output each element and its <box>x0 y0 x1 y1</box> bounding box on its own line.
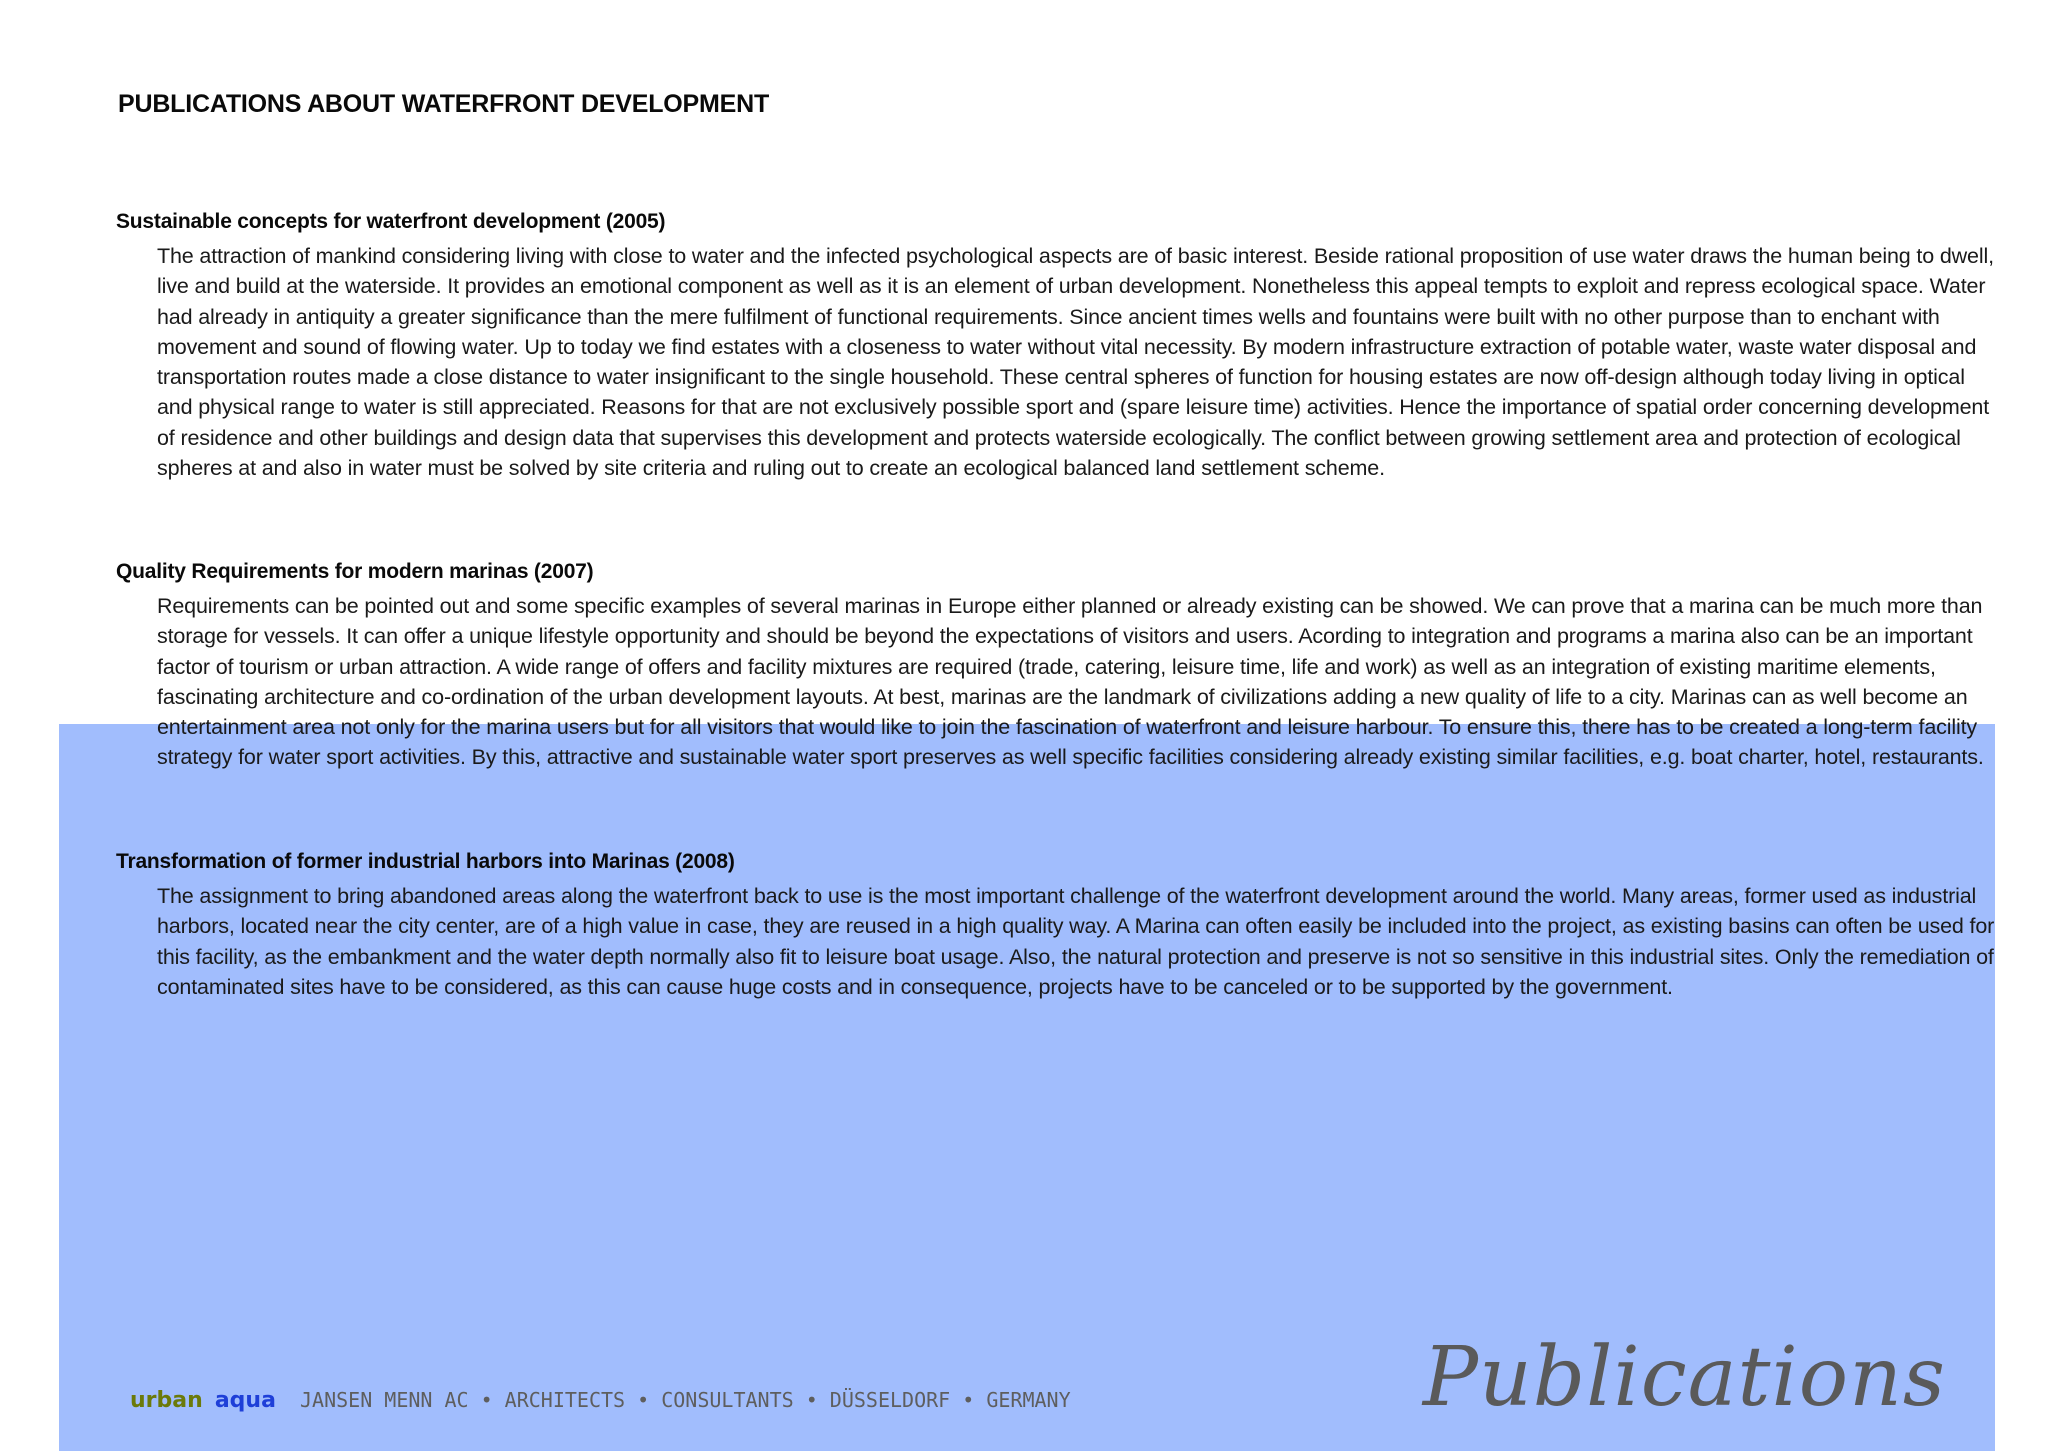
section-heading: Quality Requirements for modern marinas (2007) <box>116 560 594 583</box>
publication-section <box>116 850 1995 1002</box>
page-title: PUBLICATIONS ABOUT WATERFRONT DEVELOPMENT <box>118 90 770 118</box>
brand-urban-logo: urban <box>130 1388 203 1413</box>
publications-signature: Publications <box>1422 1330 1946 1425</box>
section-body: The attraction of mankind considering living with close to water and the infected psychological aspects are of basic interest. Beside rational proposition of use water draws the human being to dwell, live and build at the waterside. It provides an emotional component as well as it is an element of urban development. Nonetheless this appeal tempts to exploit and repress ecological space. Water had already in antiquity a greater significance than the mere fulfilment of functional requirements. Since ancient times wells and fountains were built with no other purpose than to enchant with movement and sound of flowing water. Up to today we find estates with a closeness to water without vital necessity. By modern infrastructure extraction of potable water, waste water disposal and transportation routes made a close distance to water insignificant to the single household. These central spheres of function for housing estates are now off-design although today living in optical and physical range to water is still appreciated. Reasons for that are not exclusively possible sport and (spare leisure time) activities. Hence the importance of spatial order concerning development of residence and other buildings and design data that supervises this development and protects waterside ecologically. The conflict between growing settlement area and protection of ecological spheres at and also in water must be solved by site criteria and ruling out to create an ecological balanced land settlement scheme. <box>157 244 1994 481</box>
footer-firm-line <box>130 1388 1071 1413</box>
section-heading: Transformation of former industrial harbors into Marinas (2008) <box>116 850 735 873</box>
firm-name: JANSEN MENN AC • ARCHITECTS • CONSULTANTS • DÜSSELDORF • GERMANY <box>299 1388 1071 1412</box>
section-body: The assignment to bring abandoned areas along the waterfront back to use is the most important challenge of the waterfront development around the world. Many areas, former used as industrial harbors, located near the city center, are of a high value in case, they are reused in a high quality way. A Marina can often easily be included into the project, as existing basins can often be used for this facility, as the embankment and the water depth normally also fit to leisure boat usage. Also, the natural protection and preserve is not so sensitive in this industrial sites. Only the remediation of contaminated sites have to be considered, as this can cause huge costs and in consequence, projects have to be canceled or to be supported by the government. <box>157 884 1995 999</box>
publication-section <box>116 210 1994 483</box>
section-body: Requirements can be pointed out and some specific examples of several marinas in Europe either planned or already existing can be showed. We can prove that a marina can be much more than storage for vessels. It can offer a unique lifestyle opportunity and should be beyond the expectations of visitors and users. Acording to integration and programs a marina also can be an important factor of tourism or urban attraction. A wide range of offers and facility mixtures are required (trade, catering, leisure time, life and work) as well as an integration of existing maritime elements, fascinating architecture and co-ordination of the urban development layouts. At best, marinas are the landmark of civilizations adding a new quality of life to a city. Marinas can as well become an entertainment area not only for the marina users but for all visitors that would like to join the fascination of waterfront and leisure harbour. To ensure this, there has to be created a long-term facility strategy for water sport activities. By this, attractive and sustainable water sport preserves as well specific facilities considering already existing similar facilities, e.g. boat charter, hotel, restaurants. <box>157 594 1984 770</box>
brand-aqua-logo: aqua <box>214 1388 276 1413</box>
section-heading: Sustainable concepts for waterfront development (2005) <box>116 210 666 233</box>
publication-section <box>116 560 1984 773</box>
